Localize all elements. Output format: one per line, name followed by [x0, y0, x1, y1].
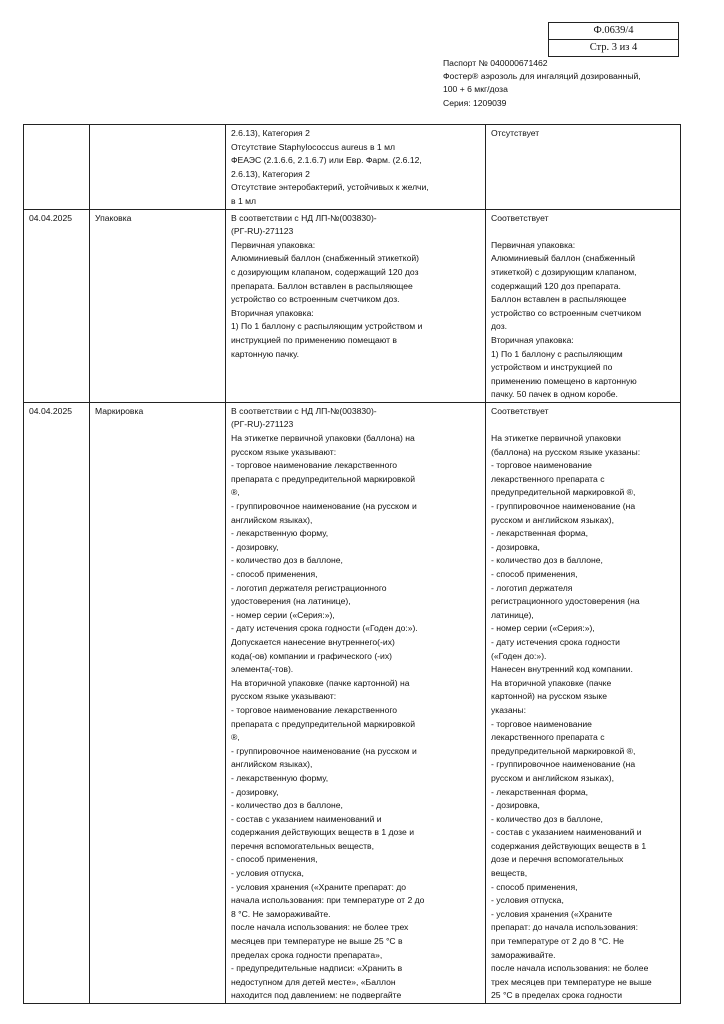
cell-text-line: латинице), [491, 609, 534, 620]
cell-text-line: - торговое наименование [491, 718, 592, 729]
cell-text-line: - количество доз в баллоне, [231, 555, 343, 566]
cell-text-line: устройство со встроенным счетчиком доз. [231, 294, 400, 305]
cell-text-line: Нанесен внутренний код компании. [491, 664, 633, 675]
cell-text-line: Баллон вставлен в распыляющее [491, 294, 627, 305]
cell-text-line: - группировочное наименование (на [491, 501, 636, 512]
cell-text-line: - группировочное наименование (на русском и [231, 745, 417, 756]
cell-text-line: ®, [231, 732, 240, 743]
form-code-box [548, 22, 679, 57]
test-name-cell: Упаковка [90, 209, 226, 402]
cell-text-line: - способ применения, [491, 569, 578, 579]
analysis-table [23, 124, 681, 1004]
cell-text-line: русском языке указывают: [231, 691, 337, 702]
cell-text-line: предупредительной маркировкой ®, [491, 745, 636, 756]
cell-text-line: - количество доз в баллоне, [491, 813, 603, 824]
cell-text-line: лекарственного препарата с [491, 473, 605, 484]
cell-text-line: пределах срока годности препарата», [231, 949, 383, 960]
cell-text-line: - дату истечения срока годности [491, 636, 620, 647]
cell-text-line: содержания действующих веществ в 1 [491, 840, 647, 851]
product-dosage: 100 + 6 мкг/доза [443, 84, 508, 95]
cell-text-line: содержащий 120 доз препарата. [491, 280, 621, 291]
cell-text-line: Отсутствие Staphylococcus aureus в 1 мл [231, 141, 396, 152]
test-name-cell: Маркировка [90, 402, 226, 1003]
cell-text-line: 8 °C. Не замораживайте. [231, 908, 331, 919]
cell-text-line: указаны: [491, 704, 526, 715]
cell-text-line: Алюминиевый баллон (снабженный этикеткой) [231, 253, 420, 264]
cell-text-line: - способ применения, [231, 569, 318, 579]
test-name-cell [90, 125, 226, 210]
cell-text-line: В соответствии с НД ЛП-№(003830)- [231, 405, 377, 416]
cell-text-line: Отсутствует [491, 128, 540, 138]
cell-text-line: - логотип держателя регистрационного [231, 582, 387, 593]
cell-text-line: - номер серии («Серия:»), [491, 623, 595, 634]
date-cell: 04.04.2025 [24, 209, 90, 402]
cell-text-line: Допускается нанесение внутреннего(-их) [231, 636, 395, 647]
cell-text-line: недоступном для детей месте», «Баллон [231, 976, 396, 987]
cell-text-line: - торговое наименование [491, 460, 592, 471]
cell-text-line: устройством и инструкцией по [491, 362, 613, 373]
passport-number: Паспорт № 040000671462 [443, 58, 548, 68]
cell-text-line: находится под давлением: не подвергайте [231, 990, 402, 1001]
cell-text-line: ФЕАЭС (2.1.6.6, 2.1.6.7) или Евр. Фарм. (2.6.12, [231, 155, 422, 166]
cell-text-line: Соответствует [491, 212, 549, 223]
cell-text-line: препарата с предупредительной маркировкой [231, 473, 416, 484]
cell-text-line: - группировочное наименование (на [491, 759, 636, 770]
cell-text-line: - дозировка, [491, 800, 540, 811]
specification-cell [226, 209, 486, 402]
cell-text-line: применению помещено в картонную [491, 375, 637, 386]
date-cell: 04.04.2025 [24, 402, 90, 1003]
cell-text-line: перечня вспомогательных веществ, [231, 840, 375, 851]
cell-text-line: - группировочное наименование (на русском и [231, 501, 417, 512]
cell-text-line: (баллона) на русском языке указаны: [491, 446, 641, 457]
cell-text-line: картонную пачку. [231, 348, 299, 359]
cell-text-line: Алюминиевый баллон (снабженный [491, 253, 636, 264]
cell-text-line: Первичная упаковка: [491, 239, 576, 250]
cell-text-line: удостоверения (на латинице), [231, 596, 351, 607]
cell-text-line: - предупредительные надписи: «Хранить в [231, 963, 403, 974]
cell-text-line: препарат: до начала использования: [491, 922, 638, 933]
cell-text-line: 25 °C в пределах срока годности [491, 990, 623, 1001]
cell-text-line: (РГ-RU)-271123 [231, 419, 294, 430]
cell-text-line: - количество доз в баллоне, [231, 800, 343, 811]
cell-text-line: («Годен до:»). [491, 650, 547, 661]
date-cell [24, 125, 90, 210]
cell-text-line: - условия отпуска, [231, 868, 304, 879]
cell-text-line: На этикетке первичной упаковки [491, 433, 621, 444]
cell-text-line: - торговое наименование лекарственного [231, 704, 398, 715]
cell-text-line: - условия хранения («Храните препарат: до [231, 881, 407, 892]
cell-text-line: На вторичной упаковке (пачке [491, 677, 612, 688]
product-name: Фостер® аэрозоль для ингаляций дозированный, [443, 71, 641, 82]
cell-text-line: в 1 мл [231, 195, 257, 206]
cell-text-line: содержания действующих веществ в 1 дозе и [231, 827, 414, 838]
cell-text-line: русском и английском языках), [491, 514, 614, 525]
cell-text-line: Отсутствие энтеробактерий, устойчивых к желчи, [231, 182, 429, 193]
cell-text-line: инструкцией по применению помещают в [231, 334, 397, 345]
cell-text-line: веществ, [491, 868, 528, 879]
table-row [24, 402, 681, 1003]
cell-text-line: русском и английском языках), [491, 772, 614, 783]
cell-text-line: английском языках), [231, 759, 313, 770]
cell-text-line: - торговое наименование лекарственного [231, 460, 398, 471]
cell-text-line: начала использования: при температуре от 2 до [231, 895, 425, 906]
cell-text-line: кода(-ов) компании и графического (-их) [231, 650, 393, 661]
cell-text-line: Вторичная упаковка: [491, 334, 574, 345]
cell-text-line: с дозирующим клапаном, содержащий 120 доз [231, 266, 419, 277]
table-row [24, 125, 681, 210]
cell-text-line: - дозировку, [231, 541, 279, 552]
cell-text-line: В соответствии с НД ЛП-№(003830)- [231, 212, 377, 223]
cell-text-line: картонной) на русском языке [491, 691, 607, 702]
cell-text-line: (РГ-RU)-271123 [231, 226, 294, 237]
specification-cell [226, 402, 486, 1003]
cell-text-line: - условия отпуска, [491, 895, 564, 906]
cell-text-line: препарата. Баллон вставлен в распыляющее [231, 280, 413, 291]
batch-number: Серия: 1209039 [443, 97, 507, 108]
cell-text-line: - номер серии («Серия:»), [231, 609, 335, 620]
cell-text-line: - лекарственную форму, [231, 528, 329, 539]
result-cell [486, 209, 681, 402]
cell-text-line: лекарственного препарата с [491, 732, 605, 743]
cell-text-line: - лекарственную форму, [231, 772, 329, 783]
cell-text-line [491, 225, 675, 239]
form-code: Ф.0639/4 [593, 25, 634, 36]
cell-text-line: - условия хранения («Храните [491, 908, 613, 919]
cell-text-line: при температуре от 2 до 8 °C. Не [491, 936, 624, 947]
table-row [24, 209, 681, 402]
cell-text-line: 1) По 1 баллону с распыляющим устройством и [231, 321, 423, 332]
cell-text-line: - дозировку, [231, 786, 279, 797]
cell-text-line: английском языках), [231, 514, 313, 525]
cell-text-line: - дозировка, [491, 541, 540, 552]
cell-text-line: ®, [231, 487, 240, 498]
passport-header [443, 57, 641, 110]
cell-text-line: - количество доз в баллоне, [491, 555, 603, 566]
cell-text-line: устройство со встроенным счетчиком [491, 307, 642, 318]
cell-text-line: На вторичной упаковке (пачке картонной) на [231, 677, 410, 688]
cell-text-line: - лекарственная форма, [491, 528, 589, 539]
result-cell [486, 125, 681, 210]
cell-text-line: замораживайте. [491, 949, 556, 960]
cell-text-line: Вторичная упаковка: [231, 307, 314, 318]
cell-text-line: регистрационного удостоверения (на [491, 596, 640, 607]
cell-text-line: На этикетке первичной упаковки (баллона) на [231, 433, 415, 444]
cell-text-line: этикеткой) с дозирующим клапаном, [491, 266, 637, 277]
cell-text-line: 1) По 1 баллону с распыляющим [491, 348, 623, 359]
result-cell [486, 402, 681, 1003]
cell-text-line: - состав с указанием наименований и [231, 813, 382, 824]
cell-text-line: после начала использования: не более трех [231, 922, 409, 933]
cell-text-line: дозе и перечня вспомогательных [491, 854, 624, 865]
cell-text-line: - состав с указанием наименований и [491, 827, 642, 838]
cell-text-line: месяцев при температуре не выше 25 °C в [231, 936, 403, 947]
cell-text-line: Соответствует [491, 405, 549, 416]
cell-text-line: 2.6.13), Категория 2 [231, 168, 310, 179]
cell-text-line: русском языке указывают: [231, 446, 337, 457]
cell-text-line: Первичная упаковка: [231, 239, 316, 250]
cell-text-line: доз. [491, 321, 508, 332]
cell-text-line: - дату истечения срока годности («Годен до:»). [231, 623, 418, 634]
cell-text-line: - лекарственная форма, [491, 786, 589, 797]
cell-text-line: пачку. 50 пачек в одном коробе. [491, 389, 618, 400]
cell-text-line: предупредительной маркировкой ®, [491, 487, 636, 498]
cell-text-line: препарата с предупредительной маркировкой [231, 718, 416, 729]
cell-text-line: элемента(-тов). [231, 664, 294, 675]
cell-text-line: трех месяцев при температуре не выше [491, 976, 652, 987]
cell-text-line: 2.6.13), Категория 2 [231, 128, 310, 138]
page-number: Стр. 3 из 4 [549, 39, 678, 56]
specification-cell [226, 125, 486, 210]
cell-text-line: после начала использования: не более [491, 963, 649, 974]
cell-text-line: - способ применения, [491, 881, 578, 892]
cell-text-line [491, 418, 675, 432]
cell-text-line: - логотип держателя [491, 582, 573, 593]
cell-text-line: - способ применения, [231, 854, 318, 865]
